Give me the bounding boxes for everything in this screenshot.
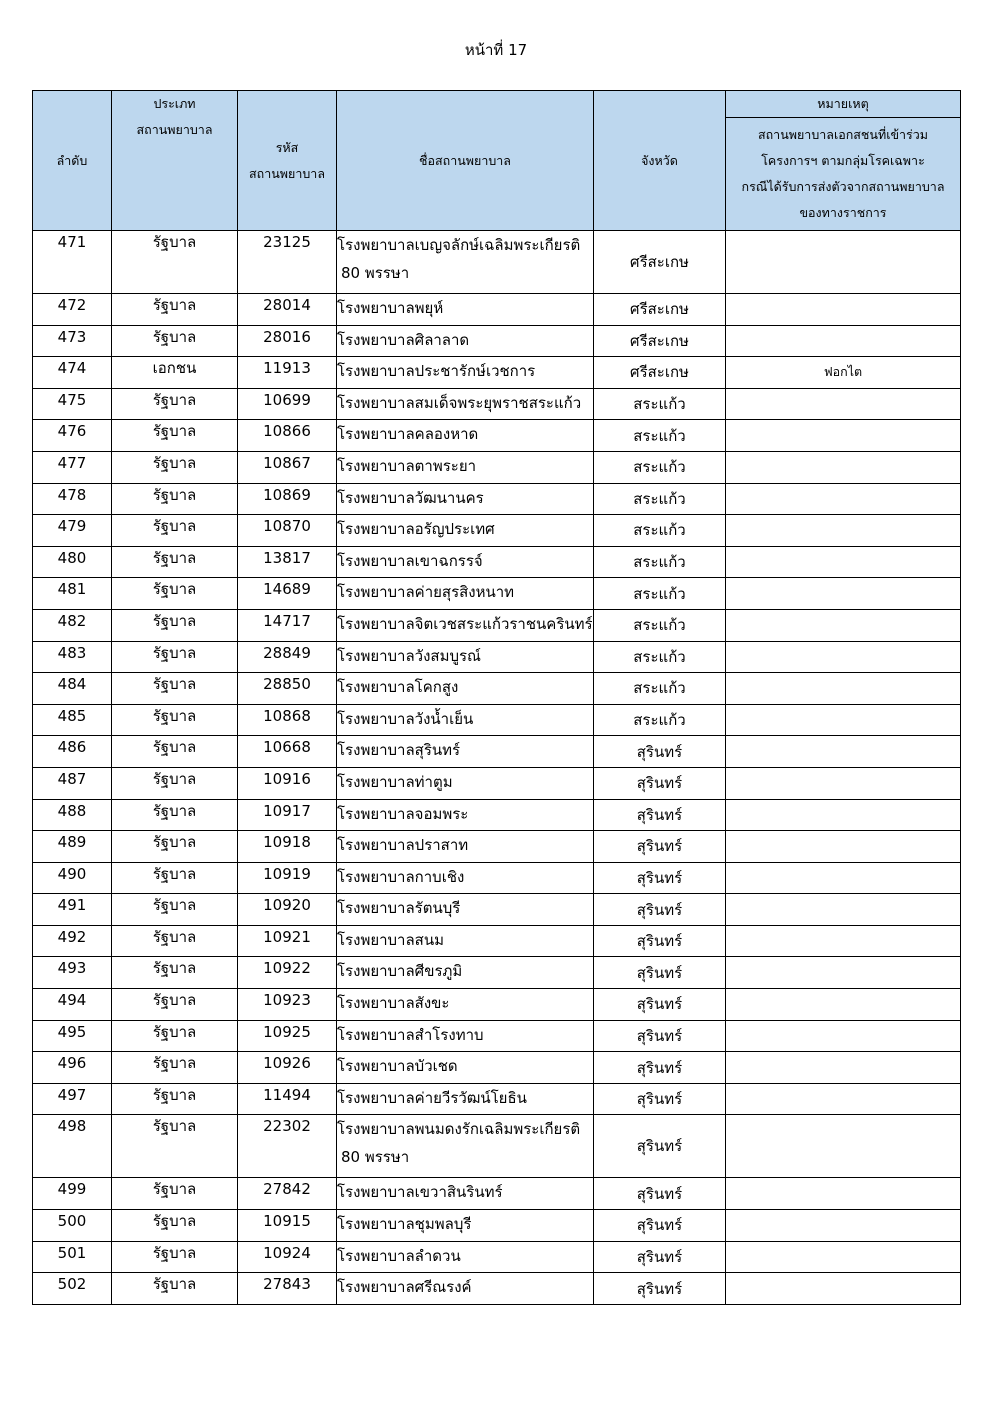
cell-type: รัฐบาล xyxy=(112,483,238,515)
cell-remark xyxy=(726,862,961,894)
cell-province: สระแก้ว xyxy=(594,578,726,610)
cell-code: 10924 xyxy=(238,1241,337,1273)
table-row xyxy=(33,831,961,863)
cell-type: รัฐบาล xyxy=(112,231,238,294)
cell-name xyxy=(337,1052,594,1084)
cell-name xyxy=(337,357,594,389)
cell-code: 10922 xyxy=(238,957,337,989)
cell-province: สระแก้ว xyxy=(594,451,726,483)
cell-province: สุรินทร์ xyxy=(594,1083,726,1115)
cell-name xyxy=(337,673,594,705)
hospital-name: โรงพยาบาลพนมดงรักเฉลิมพระเกียรติ xyxy=(337,1120,581,1139)
cell-type: รัฐบาล xyxy=(112,325,238,357)
cell-type: รัฐบาล xyxy=(112,1083,238,1115)
cell-code: 10668 xyxy=(238,736,337,768)
cell-order: 479 xyxy=(33,515,112,547)
cell-order: 495 xyxy=(33,1020,112,1052)
cell-remark xyxy=(726,673,961,705)
header-code xyxy=(238,91,337,231)
cell-province: สุรินทร์ xyxy=(594,1210,726,1242)
cell-order: 473 xyxy=(33,325,112,357)
hospital-name: โรงพยาบาลปราสาท xyxy=(337,836,469,855)
hospital-name: โรงพยาบาลสังขะ xyxy=(337,994,450,1013)
cell-province: ศรีสะเกษ xyxy=(594,325,726,357)
cell-remark xyxy=(726,1083,961,1115)
cell-order: 471 xyxy=(33,231,112,294)
cell-name xyxy=(337,231,594,294)
cell-remark xyxy=(726,1115,961,1178)
cell-order: 499 xyxy=(33,1178,112,1210)
cell-name xyxy=(337,1273,594,1305)
cell-order: 472 xyxy=(33,294,112,326)
cell-code: 23125 xyxy=(238,231,337,294)
hospital-name: โรงพยาบาลโคกสูง xyxy=(337,678,459,697)
header-remark: หมายเหตุ xyxy=(726,91,961,118)
table-row xyxy=(33,957,961,989)
cell-order: 474 xyxy=(33,357,112,389)
cell-name xyxy=(337,1241,594,1273)
hospital-name: โรงพยาบาลศรีณรงค์ xyxy=(337,1278,472,1297)
cell-code: 10869 xyxy=(238,483,337,515)
table-row xyxy=(33,451,961,483)
cell-name xyxy=(337,1115,594,1178)
cell-order: 477 xyxy=(33,451,112,483)
cell-order: 498 xyxy=(33,1115,112,1178)
table-row xyxy=(33,515,961,547)
cell-code: 28849 xyxy=(238,641,337,673)
cell-type: รัฐบาล xyxy=(112,831,238,863)
cell-type: รัฐบาล xyxy=(112,515,238,547)
cell-order: 493 xyxy=(33,957,112,989)
table-row xyxy=(33,1115,961,1178)
cell-order: 492 xyxy=(33,925,112,957)
cell-remark xyxy=(726,451,961,483)
cell-order: 488 xyxy=(33,799,112,831)
cell-province: สระแก้ว xyxy=(594,420,726,452)
cell-code: 10915 xyxy=(238,1210,337,1242)
cell-type: รัฐบาล xyxy=(112,641,238,673)
hospital-name-line2: 80 พรรษา xyxy=(341,1148,410,1167)
hospital-name: โรงพยาบาลประชารักษ์เวชการ xyxy=(337,362,536,381)
cell-order: 490 xyxy=(33,862,112,894)
cell-province: สระแก้ว xyxy=(594,546,726,578)
cell-remark xyxy=(726,1020,961,1052)
cell-name xyxy=(337,325,594,357)
cell-remark xyxy=(726,578,961,610)
hospital-name-line2: 80 พรรษา xyxy=(341,264,410,282)
table-row xyxy=(33,231,961,294)
table-row xyxy=(33,989,961,1021)
table-row xyxy=(33,1210,961,1242)
table-row xyxy=(33,325,961,357)
cell-code: 28850 xyxy=(238,673,337,705)
cell-remark xyxy=(726,957,961,989)
hospital-name: โรงพยาบาลลำดวน xyxy=(337,1246,461,1265)
cell-order: 485 xyxy=(33,704,112,736)
table-row xyxy=(33,1083,961,1115)
hospital-name: โรงพยาบาลพยุห์ xyxy=(337,299,444,317)
cell-remark xyxy=(726,736,961,768)
hospital-table xyxy=(32,90,961,1305)
cell-code: 10926 xyxy=(238,1052,337,1084)
table-row xyxy=(33,420,961,452)
hospital-name: โรงพยาบาลวังสมบูรณ์ xyxy=(337,646,481,665)
cell-province: สุรินทร์ xyxy=(594,767,726,799)
cell-code: 14689 xyxy=(238,578,337,610)
cell-order: 481 xyxy=(33,578,112,610)
cell-name xyxy=(337,578,594,610)
cell-province: สระแก้ว xyxy=(594,483,726,515)
cell-name xyxy=(337,894,594,926)
header-type-line1: ประเภท xyxy=(153,96,196,111)
cell-code: 22302 xyxy=(238,1115,337,1178)
cell-type: รัฐบาล xyxy=(112,578,238,610)
cell-remark xyxy=(726,388,961,420)
table-row xyxy=(33,1273,961,1305)
table-body xyxy=(33,231,961,1305)
cell-type: รัฐบาล xyxy=(112,957,238,989)
cell-code: 10918 xyxy=(238,831,337,863)
cell-type: รัฐบาล xyxy=(112,736,238,768)
hospital-name: โรงพยาบาลเขาฉกรรจ์ xyxy=(337,551,483,570)
cell-order: 482 xyxy=(33,609,112,641)
cell-remark xyxy=(726,515,961,547)
table-row xyxy=(33,641,961,673)
cell-code: 27843 xyxy=(238,1273,337,1305)
hospital-name: โรงพยาบาลคลองหาด xyxy=(337,425,479,444)
cell-name xyxy=(337,1083,594,1115)
cell-type: รัฐบาล xyxy=(112,1020,238,1052)
cell-province: สุรินทร์ xyxy=(594,799,726,831)
cell-province: สุรินทร์ xyxy=(594,862,726,894)
cell-remark xyxy=(726,1241,961,1273)
cell-type: รัฐบาล xyxy=(112,1273,238,1305)
table-row xyxy=(33,862,961,894)
cell-province: สุรินทร์ xyxy=(594,1178,726,1210)
table-row xyxy=(33,388,961,420)
cell-code: 10866 xyxy=(238,420,337,452)
hospital-name: โรงพยาบาลจอมพระ xyxy=(337,804,469,823)
cell-remark xyxy=(726,1178,961,1210)
cell-province: ศรีสะเกษ xyxy=(594,231,726,294)
hospital-name: โรงพยาบาลสุรินทร์ xyxy=(337,741,461,760)
cell-type: รัฐบาล xyxy=(112,1241,238,1273)
header-remark-sub-line1: สถานพยาบาลเอกสชนที่เข้าร่วม xyxy=(757,127,928,142)
table-row xyxy=(33,673,961,705)
cell-name xyxy=(337,831,594,863)
table-row xyxy=(33,546,961,578)
cell-name xyxy=(337,641,594,673)
cell-province: สุรินทร์ xyxy=(594,957,726,989)
cell-name xyxy=(337,294,594,326)
cell-type: รัฐบาล xyxy=(112,388,238,420)
cell-province: สุรินทร์ xyxy=(594,1115,726,1178)
cell-type: รัฐบาล xyxy=(112,451,238,483)
cell-code: 11494 xyxy=(238,1083,337,1115)
cell-province: สุรินทร์ xyxy=(594,925,726,957)
table-row xyxy=(33,578,961,610)
cell-code: 10870 xyxy=(238,515,337,547)
cell-remark xyxy=(726,546,961,578)
cell-type: รัฐบาล xyxy=(112,925,238,957)
cell-code: 10699 xyxy=(238,388,337,420)
cell-code: 10867 xyxy=(238,451,337,483)
cell-name xyxy=(337,957,594,989)
cell-code: 28014 xyxy=(238,294,337,326)
cell-province: สุรินทร์ xyxy=(594,1020,726,1052)
cell-remark xyxy=(726,294,961,326)
hospital-name: โรงพยาบาลศีขรภูมิ xyxy=(337,962,463,981)
cell-order: 491 xyxy=(33,894,112,926)
hospital-name: โรงพยาบาลเขวาสินรินทร์ xyxy=(337,1183,503,1202)
header-remark-sub xyxy=(726,118,961,231)
cell-remark: ฟอกไต xyxy=(726,357,961,389)
header-province: จังหวัด xyxy=(594,91,726,231)
cell-code: 10925 xyxy=(238,1020,337,1052)
hospital-name: โรงพยาบาลท่าตูม xyxy=(337,772,453,791)
cell-code: 10921 xyxy=(238,925,337,957)
table-row xyxy=(33,1020,961,1052)
cell-name xyxy=(337,736,594,768)
hospital-name: โรงพยาบาลวังน้ำเย็น xyxy=(337,709,474,728)
cell-remark xyxy=(726,231,961,294)
cell-order: 475 xyxy=(33,388,112,420)
table-row xyxy=(33,1052,961,1084)
cell-type: รัฐบาล xyxy=(112,1115,238,1178)
cell-type: รัฐบาล xyxy=(112,1052,238,1084)
cell-type: รัฐบาล xyxy=(112,704,238,736)
page-number: หน้าที่ 17 xyxy=(464,41,528,59)
cell-code: 10920 xyxy=(238,894,337,926)
table-row xyxy=(33,799,961,831)
cell-code: 13817 xyxy=(238,546,337,578)
cell-type: รัฐบาล xyxy=(112,767,238,799)
header-code-line1: รหัส xyxy=(275,139,299,155)
hospital-name: โรงพยาบาลสมเด็จพระยุพราชสระแก้ว xyxy=(337,393,582,412)
cell-name xyxy=(337,1178,594,1210)
cell-remark xyxy=(726,894,961,926)
cell-province: สุรินทร์ xyxy=(594,736,726,768)
cell-remark xyxy=(726,767,961,799)
header-code-line2: สถานพยาบาล xyxy=(249,165,325,181)
cell-order: 494 xyxy=(33,989,112,1021)
hospital-name: โรงพยาบาลค่ายสุรสิงหนาท xyxy=(337,583,515,602)
cell-type: รัฐบาล xyxy=(112,894,238,926)
cell-province: สุรินทร์ xyxy=(594,894,726,926)
header-remark-sub-line2: โครงการฯ ตามกลุ่มโรคเฉพาะ xyxy=(761,153,925,168)
cell-code: 11913 xyxy=(238,357,337,389)
table-row xyxy=(33,294,961,326)
cell-name xyxy=(337,925,594,957)
cell-name xyxy=(337,767,594,799)
cell-remark xyxy=(726,420,961,452)
cell-province: สุรินทร์ xyxy=(594,1052,726,1084)
table-row xyxy=(33,767,961,799)
hospital-name: โรงพยาบาลจิตเวชสระแก้วราชนครินทร์ xyxy=(337,614,593,633)
cell-order: 497 xyxy=(33,1083,112,1115)
cell-order: 502 xyxy=(33,1273,112,1305)
cell-name xyxy=(337,1020,594,1052)
header-order: ลำดับ xyxy=(33,91,112,231)
header-remark-sub-line3: กรณีได้รับการส่งตัวจากสถานพยาบาล xyxy=(741,179,945,194)
cell-remark xyxy=(726,1052,961,1084)
cell-name xyxy=(337,451,594,483)
cell-order: 476 xyxy=(33,420,112,452)
cell-type: รัฐบาล xyxy=(112,989,238,1021)
cell-code: 28016 xyxy=(238,325,337,357)
hospital-name: โรงพยาบาลค่ายวีรวัฒน์โยธิน xyxy=(337,1088,527,1107)
hospital-name: โรงพยาบาลอรัญประเทศ xyxy=(337,520,495,539)
hospital-name: โรงพยาบาลรัตนบุรี xyxy=(337,899,461,918)
hospital-name: โรงพยาบาลเบญจลักษ์เฉลิมพระเกียรติ xyxy=(337,236,581,254)
cell-name xyxy=(337,420,594,452)
cell-code: 10868 xyxy=(238,704,337,736)
cell-order: 496 xyxy=(33,1052,112,1084)
cell-type: เอกชน xyxy=(112,357,238,389)
table-row xyxy=(33,704,961,736)
cell-province: สระแก้ว xyxy=(594,388,726,420)
table-row xyxy=(33,483,961,515)
cell-code: 10916 xyxy=(238,767,337,799)
cell-remark xyxy=(726,641,961,673)
cell-name xyxy=(337,388,594,420)
cell-code: 10919 xyxy=(238,862,337,894)
cell-type: รัฐบาล xyxy=(112,799,238,831)
cell-type: รัฐบาล xyxy=(112,546,238,578)
cell-remark xyxy=(726,1210,961,1242)
cell-name xyxy=(337,515,594,547)
cell-type: รัฐบาล xyxy=(112,609,238,641)
cell-type: รัฐบาล xyxy=(112,294,238,326)
cell-type: รัฐบาล xyxy=(112,862,238,894)
cell-province: สุรินทร์ xyxy=(594,989,726,1021)
cell-name xyxy=(337,609,594,641)
table-row xyxy=(33,894,961,926)
cell-name xyxy=(337,704,594,736)
cell-order: 480 xyxy=(33,546,112,578)
cell-province: สุรินทร์ xyxy=(594,831,726,863)
cell-code: 14717 xyxy=(238,609,337,641)
hospital-name: โรงพยาบาลบัวเชด xyxy=(337,1057,458,1076)
cell-province: สุรินทร์ xyxy=(594,1273,726,1305)
cell-remark xyxy=(726,483,961,515)
cell-order: 500 xyxy=(33,1210,112,1242)
cell-province: สระแก้ว xyxy=(594,704,726,736)
header-name: ชื่อสถานพยาบาล xyxy=(337,91,594,231)
hospital-name: โรงพยาบาลวัฒนานคร xyxy=(337,488,484,507)
cell-order: 487 xyxy=(33,767,112,799)
cell-remark xyxy=(726,325,961,357)
cell-province: สระแก้ว xyxy=(594,641,726,673)
cell-province: สระแก้ว xyxy=(594,515,726,547)
cell-order: 486 xyxy=(33,736,112,768)
cell-name xyxy=(337,1210,594,1242)
cell-code: 27842 xyxy=(238,1178,337,1210)
table-row xyxy=(33,736,961,768)
cell-name xyxy=(337,546,594,578)
header-type xyxy=(112,91,238,231)
hospital-name: โรงพยาบาลสนม xyxy=(337,930,444,949)
cell-province: สุรินทร์ xyxy=(594,1241,726,1273)
cell-order: 478 xyxy=(33,483,112,515)
cell-name xyxy=(337,799,594,831)
cell-name xyxy=(337,862,594,894)
cell-code: 10923 xyxy=(238,989,337,1021)
cell-remark xyxy=(726,831,961,863)
cell-remark xyxy=(726,989,961,1021)
table-row xyxy=(33,1178,961,1210)
table-row xyxy=(33,609,961,641)
cell-province: ศรีสะเกษ xyxy=(594,294,726,326)
cell-type: รัฐบาล xyxy=(112,420,238,452)
cell-remark xyxy=(726,799,961,831)
table-row xyxy=(33,357,961,389)
cell-type: รัฐบาล xyxy=(112,1210,238,1242)
cell-name xyxy=(337,483,594,515)
cell-remark xyxy=(726,1273,961,1305)
cell-code: 10917 xyxy=(238,799,337,831)
hospital-name: โรงพยาบาลศิลาลาด xyxy=(337,330,470,349)
hospital-name: โรงพยาบาลสำโรงทาบ xyxy=(337,1025,484,1044)
cell-province: ศรีสะเกษ xyxy=(594,357,726,389)
cell-name xyxy=(337,989,594,1021)
hospital-name: โรงพยาบาลตาพระยา xyxy=(337,456,477,475)
cell-order: 483 xyxy=(33,641,112,673)
cell-remark xyxy=(726,609,961,641)
table-row xyxy=(33,1241,961,1273)
cell-type: รัฐบาล xyxy=(112,1178,238,1210)
hospital-name: โรงพยาบาลกาบเชิง xyxy=(337,867,465,886)
header-type-line2: สถานพยาบาล xyxy=(136,122,213,137)
cell-type: รัฐบาล xyxy=(112,673,238,705)
cell-remark xyxy=(726,704,961,736)
cell-province: สระแก้ว xyxy=(594,609,726,641)
cell-remark xyxy=(726,925,961,957)
hospital-name: โรงพยาบาลชุมพลบุรี xyxy=(337,1215,472,1234)
cell-order: 501 xyxy=(33,1241,112,1273)
header-remark-sub-line4: ของทางราชการ xyxy=(799,205,887,220)
cell-order: 489 xyxy=(33,831,112,863)
table-row xyxy=(33,925,961,957)
cell-order: 484 xyxy=(33,673,112,705)
cell-province: สระแก้ว xyxy=(594,673,726,705)
